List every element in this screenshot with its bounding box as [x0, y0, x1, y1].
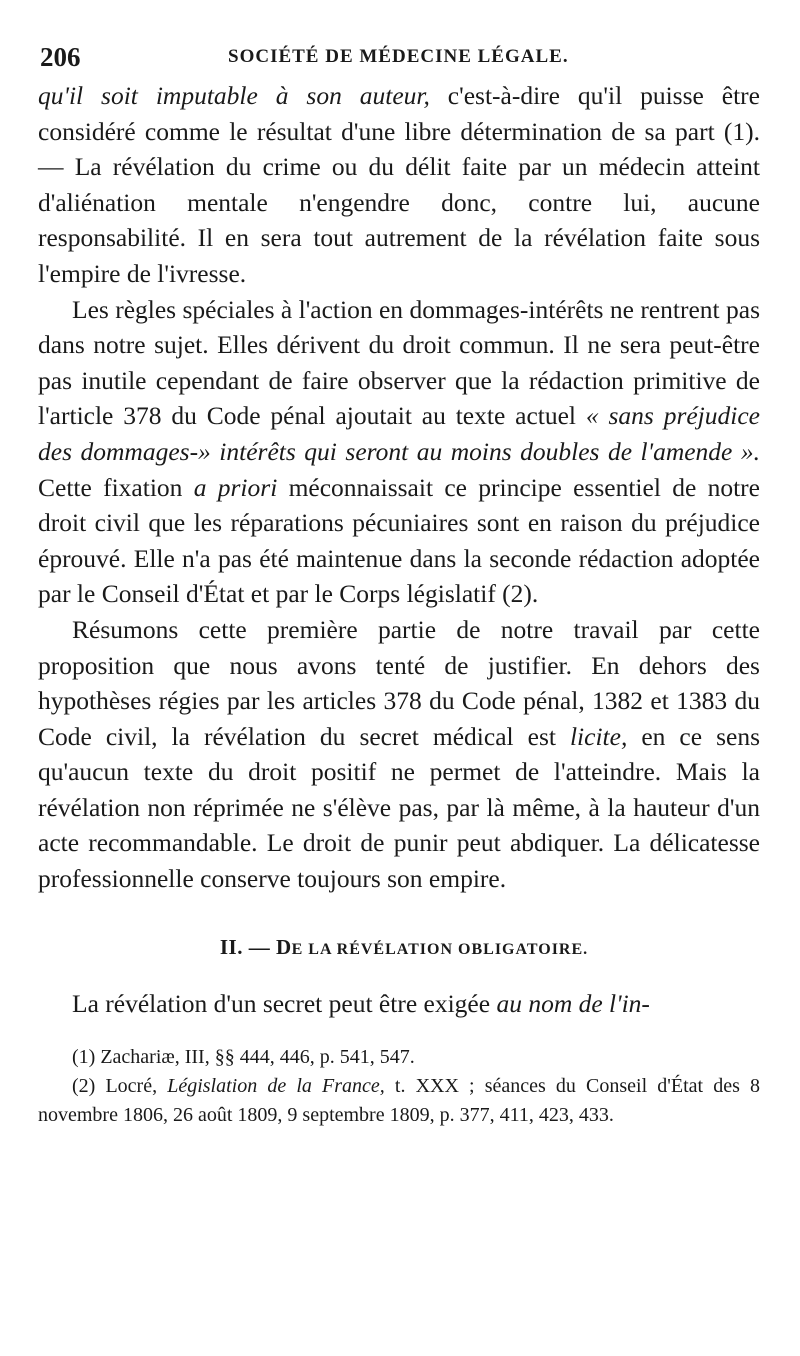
- paragraph-text: Les règles spéciales à l'action en dommages-intérêts ne rentrent pas dans notre sujet. Elles dérivent du droit commun. Il ne sera peut-être pas inutile cependant de faire observer que la rédaction primitive de l'article 378 du Code pénal ajoutait au texte actuel: [38, 294, 760, 431]
- italic-phrase: au nom de l'in-: [496, 988, 650, 1018]
- italic-phrase: a priori: [193, 472, 278, 502]
- italic-phrase: qu'il soit imputable à son auteur,: [38, 81, 430, 110]
- paragraph-text: méconnaissait ce principe essentiel de notre droit civil que les réparations pécuniaires sont en raison du préjudice éprouvé. Elle n'a pas été maintenue dans la seconde rédaction adoptée par le Conseil d'État et par le Corps législatif (2).: [38, 472, 760, 609]
- paragraph-text: en ce sens qu'aucun texte du droit positif ne permet de l'atteindre. Mais la révélation non réprimée ne s'élève pas, par là même, à la hauteur d'un acte recommandable. Le droit de punir peut abdiquer. La délicatesse professionnelle conserve toujours son empire.: [38, 721, 760, 894]
- section-number: II. — D: [219, 934, 292, 959]
- section-heading: [38, 935, 760, 960]
- section-title: E LA RÉVÉLATION OBLIGATOIRE.: [291, 940, 589, 958]
- paragraph-4: [38, 986, 760, 1022]
- footnote-1: (1) Zachariæ, III, §§ 444, 446, p. 541, 547.: [72, 1046, 415, 1069]
- paragraph-text: La révélation d'un secret peut être exigée: [72, 988, 497, 1018]
- footnote-2: [38, 1072, 760, 1130]
- quoted-text: « sans préjudice des dommages-» intérêts qui seront au moins doubles de l'amende ».: [38, 401, 760, 466]
- footnote-italic: Législation de la France,: [167, 1075, 385, 1098]
- footnote-text: t. XXX ; séances du Conseil d'État des 8 novembre 1806, 26 août 1809, 9 septembre 1809, p. 377, 411, 423, 433.: [38, 1075, 760, 1127]
- footnote-text: (2) Locré,: [72, 1075, 168, 1098]
- paragraph-text: Résumons cette première partie de notre travail par cette proposition que nous avons tenté de justifier. En dehors des hypothèses régies par les articles 378 du Code pénal, 1382 et 1383 du Code civil, la révélation du secret médical est: [38, 614, 760, 751]
- paragraph-2: [38, 292, 760, 612]
- main-text: [38, 78, 760, 897]
- paragraph-text: c'est-à-dire qu'il puisse être considéré comme le résultat d'une libre détermination de sa part (1). — La révélation du crime ou du délit faite par un médecin atteint d'aliénation mentale n'engendre donc, contre lui, aucune responsabilité. Il en sera tout autrement de la révélation faite sous l'empire de l'ivresse.: [38, 81, 760, 288]
- footnotes: [38, 1043, 760, 1130]
- paragraph-3: [38, 612, 760, 897]
- paragraph-text: Cette fixation: [38, 472, 194, 502]
- page-number: 206: [40, 42, 81, 72]
- paragraph-1: [38, 78, 760, 292]
- running-head: SOCIÉTÉ DE MÉDECINE LÉGALE.: [228, 46, 569, 67]
- page-header: [38, 38, 760, 78]
- italic-phrase: licite,: [569, 721, 628, 751]
